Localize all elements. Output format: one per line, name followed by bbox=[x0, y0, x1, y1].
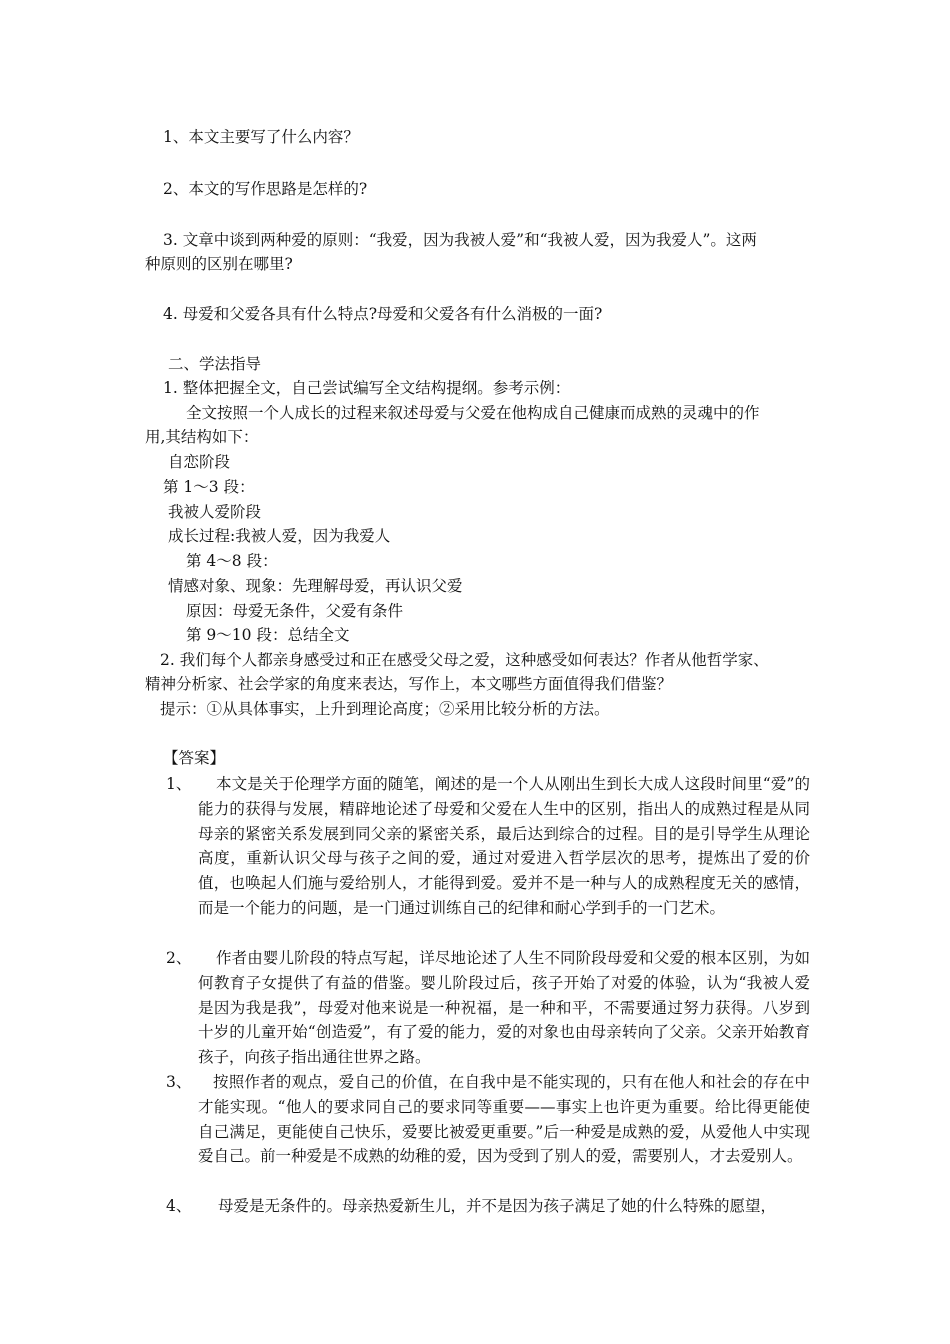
method-heading: 二、学法指导 bbox=[168, 355, 262, 373]
answer-number: 2、 bbox=[166, 949, 192, 967]
answers-heading: 【答案】 bbox=[163, 749, 226, 767]
answer-text: 作者由婴儿阶段的特点写起，详尽地论述了人生不同阶段母爱和父爱的根本区别，为如何教育子女提供了有益的借鉴。婴儿阶段过后，孩子开始了对爱的体验，认为“我被人爱是因为我是我”，母爱对他来说是一种祝福，是一种和平，不需要通过努力获得。八岁到十岁的儿童开始“创造爱”，有了爱的能力，爱的对象也由母亲转向了父亲。父亲开始教育孩子，向孩子指出通往世界之路。 bbox=[198, 949, 810, 1067]
method-intro-line-1: 全文按照一个人成长的过程来叙述母爱与父爱在他构成自己健康而成熟的灵魂中的作 bbox=[186, 404, 760, 422]
outline-line: 自恋阶段 bbox=[168, 453, 231, 471]
outline-line: 原因：母爱无条件，父爱有条件 bbox=[186, 602, 404, 620]
question-3-line-2: 种原则的区别在哪里? bbox=[145, 255, 293, 273]
outline-line: 第 4～8 段： bbox=[186, 552, 278, 570]
answer-number: 4、 bbox=[166, 1197, 192, 1215]
outline-line: 情感对象、现象：先理解母爱，再认识父爱 bbox=[168, 577, 463, 595]
answer-number: 1、 bbox=[166, 775, 192, 793]
outline-line: 成长过程:我被人爱，因为我爱人 bbox=[168, 527, 391, 545]
question-1: 1、本文主要写了什么内容？ bbox=[163, 128, 359, 146]
outline-line: 第 9～10 段：总结全文 bbox=[186, 626, 350, 644]
outline-line: 我被人爱阶段 bbox=[168, 503, 262, 521]
answer-text: 本文是关于伦理学方面的随笔，阐述的是一个人从刚出生到长大成人这段时间里“爱”的能力的获得与发展，精辟地论述了母爱和父爱在人生中的区别，指出人的成熟过程是从同母亲的紧密关系发展到同父亲的紧密关系，最后达到综合的过程。目的是引导学生从理论高度，重新认识父母与孩子之间的爱，通过对爱进入哲学层次的思考，提炼出了爱的价值，也唤起人们施与爱给别人，才能得到爱。爱并不是一种与人的成熟程度无关的感情，而是一个能力的问题，是一门通过训练自己的纪律和耐心学到手的一门艺术。 bbox=[198, 775, 810, 917]
method-item-2-line-2: 精神分析家、社会学家的角度来表达，写作上，本文哪些方面值得我们借鉴？ bbox=[145, 675, 673, 693]
answer-number: 3、 bbox=[166, 1073, 192, 1091]
method-item-1: 1. 整体把握全文，自己尝试编写全文结构提纲。参考示例： bbox=[163, 379, 571, 397]
question-2: 2、本文的写作思路是怎样的? bbox=[163, 180, 368, 198]
method-intro-line-2: 用,其结构如下： bbox=[145, 428, 259, 446]
question-3-line-1: 3. 文章中谈到两种爱的原则：“我爱，因为我被人爱”和“我被人爱，因为我爱人”。这两 bbox=[163, 231, 757, 249]
method-item-2-line-1: 2. 我们每个人都亲身感受过和正在感受父母之爱，这种感受如何表达？作者从他哲学家、 bbox=[160, 651, 769, 669]
outline-line: 第 1～3 段： bbox=[163, 478, 255, 496]
answer-text: 按照作者的观点，爱自己的价值，在自我中是不能实现的，只有在他人和社会的存在中才能实现。“他人的要求同自己的要求同等重要——事实上也许更为重要。给比得更能使自己满足，更能使自己快乐，爱要比被爱更重要。”后一种爱是成熟的爱，从爱他人中实现爱自己。前一种爱是不成熟的幼稚的爱，因为受到了别人的爱，需要别人，才去爱别人。 bbox=[198, 1073, 810, 1166]
method-hint: 提示：①从具体事实，上升到理论高度；②采用比较分析的方法。 bbox=[160, 700, 610, 718]
answer-text: 母爱是无条件的。母亲热爱新生儿，并不是因为孩子满足了她的什么特殊的愿望， bbox=[218, 1197, 777, 1215]
question-4: 4. 母爱和父爱各具有什么特点?母爱和父爱各有什么消极的一面? bbox=[163, 305, 603, 323]
